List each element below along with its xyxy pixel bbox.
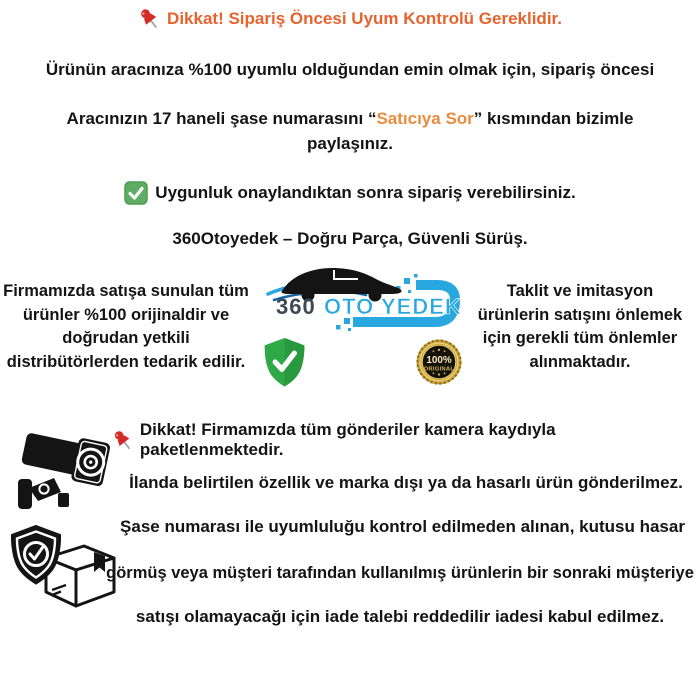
approval-line: [0, 180, 700, 206]
camera-packing-line: [112, 420, 700, 459]
logo-number-text: 360: [276, 294, 316, 319]
returns-policy-line: satışı olamayacağı için iade talebi reddedilir iadesi kabul edilmez.: [135, 607, 665, 626]
verified-shield-icon: [261, 337, 308, 387]
returns-policy-line: görmüş veya müşteri tarafından kullanılmış ürünlerin bir sonraki müşteriye: [106, 564, 694, 582]
header-notice-text: Dikkat! Sipariş Öncesi Uyum Kontrolü Gereklidir.: [167, 9, 562, 28]
brand-logo-360-oto-yedek: [258, 264, 462, 334]
approval-text: Uygunluk onaylandıktan sonra sipariş verebilirsiniz.: [155, 183, 576, 202]
chassis-instruction-pre: Aracınızın 17 haneli şase numarasını “: [66, 109, 377, 128]
anti-counterfeit-line: Taklit ve imitasyon: [506, 282, 654, 300]
camera-packing-text: Dikkat! Firmamızda tüm gönderiler kamera kaydıyla paketlenmektedir.: [139, 420, 556, 459]
green-checkbox-icon: [124, 181, 148, 205]
pushpin-icon: [112, 429, 133, 452]
header-notice: [0, 7, 700, 31]
cctv-camera-icon: [14, 422, 118, 520]
original-products-text: [0, 280, 252, 374]
chassis-instruction-line: [0, 107, 700, 131]
chassis-instruction-wrap: paylaşınız.: [307, 134, 393, 153]
badge-label-text: ORIGINAL: [423, 366, 455, 373]
original-products-line: ürünler %100 orijinaldir ve: [22, 305, 230, 324]
pushpin-icon: [138, 7, 160, 31]
original-products-line: distribütörlerden tedarik edilir.: [6, 352, 246, 371]
original-100-badge-icon: [414, 337, 464, 387]
brand-slogan: 360Otoyedek – Doğru Parça, Güvenli Sürüş.: [172, 229, 528, 248]
ask-seller-highlight: Satıcıya Sor: [376, 109, 474, 128]
anti-counterfeit-text: [460, 280, 700, 374]
returns-policy-line: Şase numarası ile uyumluluğu kontrol edilmeden alınan, kutusu hasar: [120, 517, 685, 536]
no-wrong-item-text: İlanda belirtilen özellik ve marka dışı ya da hasarlı ürün gönderilmez.: [129, 473, 683, 492]
anti-counterfeit-line: ürünlerin satışını önlemek: [477, 305, 683, 324]
anti-counterfeit-line: için gerekli tüm önlemler: [482, 329, 678, 347]
badge-percent-text: 100%: [426, 354, 452, 366]
logo-name-text: OTO YEDEK: [324, 294, 462, 319]
original-products-line: Firmamızda satışa sunulan tüm: [3, 282, 249, 300]
chassis-instruction-post: ” kısmından bizimle: [473, 109, 634, 128]
fit-check-text: Ürünün aracınıza %100 uyumlu olduğundan emin olmak için, sipariş öncesi: [45, 60, 655, 79]
anti-counterfeit-line: alınmaktadır.: [529, 352, 631, 371]
original-products-line: doğrudan yetkili: [62, 329, 190, 347]
